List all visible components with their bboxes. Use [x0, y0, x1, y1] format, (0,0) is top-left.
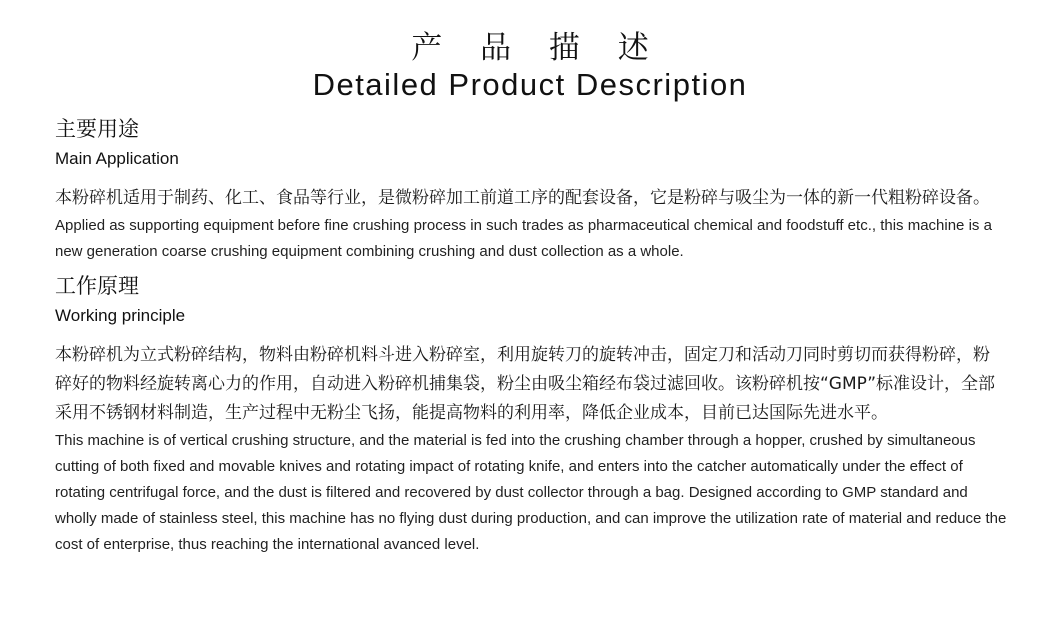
section-body-en: Applied as supporting equipment before fine crushing process in such trades as pharmaceutical chemical and foodstuff etc., this machine is a new generation coarse crushing equipment combining crushing and dust collection as a whole. — [55, 217, 992, 260]
section-working-principle — [55, 271, 1015, 558]
section-body-cn: 本粉碎机适用于制药、化工、食品等行业，是微粉碎加工前道工序的配套设备，它是粉碎与吸尘为一体的新一代粗粉碎设备。 — [55, 188, 990, 208]
section-heading-en: Working principle — [55, 306, 186, 325]
section-heading-cn: 主要用途 — [55, 117, 139, 141]
description-content — [55, 114, 1015, 558]
section-main-application — [55, 114, 1015, 265]
section-body-en: This machine is of vertical crushing structure, and the material is fed into the crushing chamber through a hopper, crushed by simultaneous cutting of both fixed and movable knives and rotating impact of rotating knife, and enters into the catcher automatically under the effect of rotating centrifugal force, and the dust is filtered and recovered by dust collector through a bag. Designed according to GMP standard and wholly made of stainless steel, this machine has no flying dust during production, and can improve the utilization rate of material and reduce the cost of enterprise, thus reaching the international avanced level. — [55, 432, 1007, 553]
section-heading-cn: 工作原理 — [55, 274, 139, 298]
page-header — [0, 28, 1060, 102]
section-body-cn: 本粉碎机为立式粉碎结构，物料由粉碎机料斗进入粉碎室，利用旋转刀的旋转冲击，固定刀和活动刀同时剪切而获得粉碎，粉碎好的物料经旋转离心力的作用，自动进入粉碎机捕集袋，粉尘由吸尘箱经布袋过滤回收。该粉碎机按“GMP”标准设计，全部采用不锈钢材料制造，生产过程中无粉尘飞扬，能提高物料的利用率，降低企业成本，目前已达国际先进水平。 — [55, 345, 996, 423]
page-title-en: Detailed Product Description — [312, 67, 748, 102]
section-heading-en: Main Application — [55, 149, 179, 168]
page-title-cn: 产 品 描 述 — [411, 30, 663, 66]
